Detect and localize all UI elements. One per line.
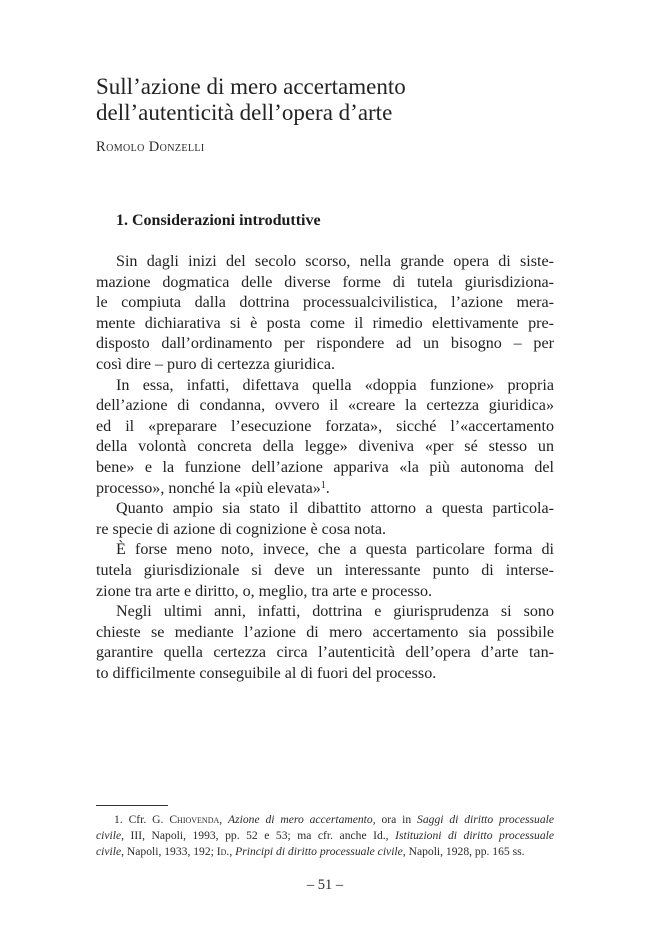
body-line: È forse meno noto, invece, che a questa particolare forma di: [116, 541, 554, 559]
body-line: mente dichiarativa si è posta come il rimedio elettivamente pre-: [96, 314, 554, 332]
body-line: Sin dagli inizi del secolo scorso, nella grande opera di siste-: [116, 253, 554, 270]
author-name: Romolo Donzelli: [96, 139, 205, 155]
footnote-work-title: Istituzioni di diritto processuale: [395, 829, 554, 843]
footnote-text: Cfr. G.: [128, 813, 164, 826]
body-line: to difficilmente conseguibile al di fuori del processo.: [96, 664, 437, 682]
body-line: bene» e la funzione dell’azione appariva «la più autonoma del: [96, 458, 554, 476]
body-line: dell’azione di condanna, ovvero il «creare la certezza giuridica»: [96, 397, 554, 415]
footnote-text: , Napoli, 1933, 192;: [121, 845, 214, 859]
footnote-work-title: civile: [96, 829, 122, 843]
footnote-line-1: [96, 812, 554, 828]
body-line-with-note: [96, 479, 554, 500]
footnote-work-title: Azione di mero accertamento,: [228, 813, 376, 826]
footnote-author: Id.: [216, 845, 230, 859]
body-line: ed il «preparare l’esecuzione forzata», sicché l’«accertamento: [96, 417, 554, 435]
footnote-line-2: [96, 828, 554, 844]
footnote-text: ,: [219, 813, 223, 826]
footnote-line-3: [96, 844, 554, 860]
footnote-author: Chiovenda: [169, 813, 220, 826]
footnote-text: , Napoli, 1928, pp. 165 ss.: [402, 845, 525, 859]
footnote-text: ora in: [381, 813, 412, 826]
body-line: re specie di azione di cognizione è cosa nota.: [96, 520, 387, 538]
article-title-line-2: dell’autenticità dell’opera d’arte: [96, 100, 393, 125]
body-line: zione tra arte e diritto, o, meglio, tra arte e processo.: [96, 582, 433, 600]
body-line: Negli ultimi anni, infatti, dottrina e giurisprudenza si sono: [116, 603, 554, 621]
page-number: – 51 –: [306, 877, 344, 893]
body-line: così dire – puro di certezza giuridica.: [96, 355, 336, 373]
body-line: chieste se mediante l’azione di mero accertamento sia possibile: [96, 623, 554, 641]
footnote-number: 1.: [114, 813, 123, 826]
footnote-reference: 1: [320, 479, 326, 491]
body-line: della volontà concreta della legge» diveniva «per sé stesso un: [96, 438, 554, 456]
body-line: In essa, infatti, difettava quella «doppia funzione» propria: [116, 376, 554, 394]
article-title: [96, 74, 566, 126]
body-line: le compiuta dalla dottrina processualcivilistica, l’azione mera-: [96, 294, 554, 312]
footnote-divider: [96, 805, 168, 806]
article-title-line-1: Sull’azione di mero accertamento: [96, 74, 406, 99]
body-line: disposto dall’ordinamento per rispondere ad un bisogno – per: [96, 335, 554, 353]
footnote-text: , III, Napoli, 1993, pp. 52 e 53; ma cfr. anche Id.,: [121, 829, 389, 843]
footnote-work-title: Principi di diritto processuale civile: [235, 845, 403, 859]
body-line-text: processo», nonché la «più elevata»: [96, 479, 321, 497]
body-text: [96, 252, 554, 684]
body-line: mazione dogmatica delle diverse forme di tutela giurisdiziona-: [96, 273, 554, 291]
body-line: tutela giurisdizionale si deve un interessante punto di interse-: [96, 561, 554, 579]
footnote-work-title: civile: [96, 845, 122, 859]
footnote-work-title: Saggi di diritto processuale: [417, 813, 555, 826]
section-heading: 1. Considerazioni introduttive: [116, 212, 321, 229]
body-line: Quanto ampio sia stato il dibattito attorno a questa particola-: [116, 500, 554, 518]
sentence-end: .: [325, 479, 330, 497]
footnote-text: ,: [229, 845, 233, 859]
body-line: garantire quella certezza circa l’autenticità dell’opera d’arte tan-: [96, 644, 554, 662]
footnote: [96, 812, 554, 861]
